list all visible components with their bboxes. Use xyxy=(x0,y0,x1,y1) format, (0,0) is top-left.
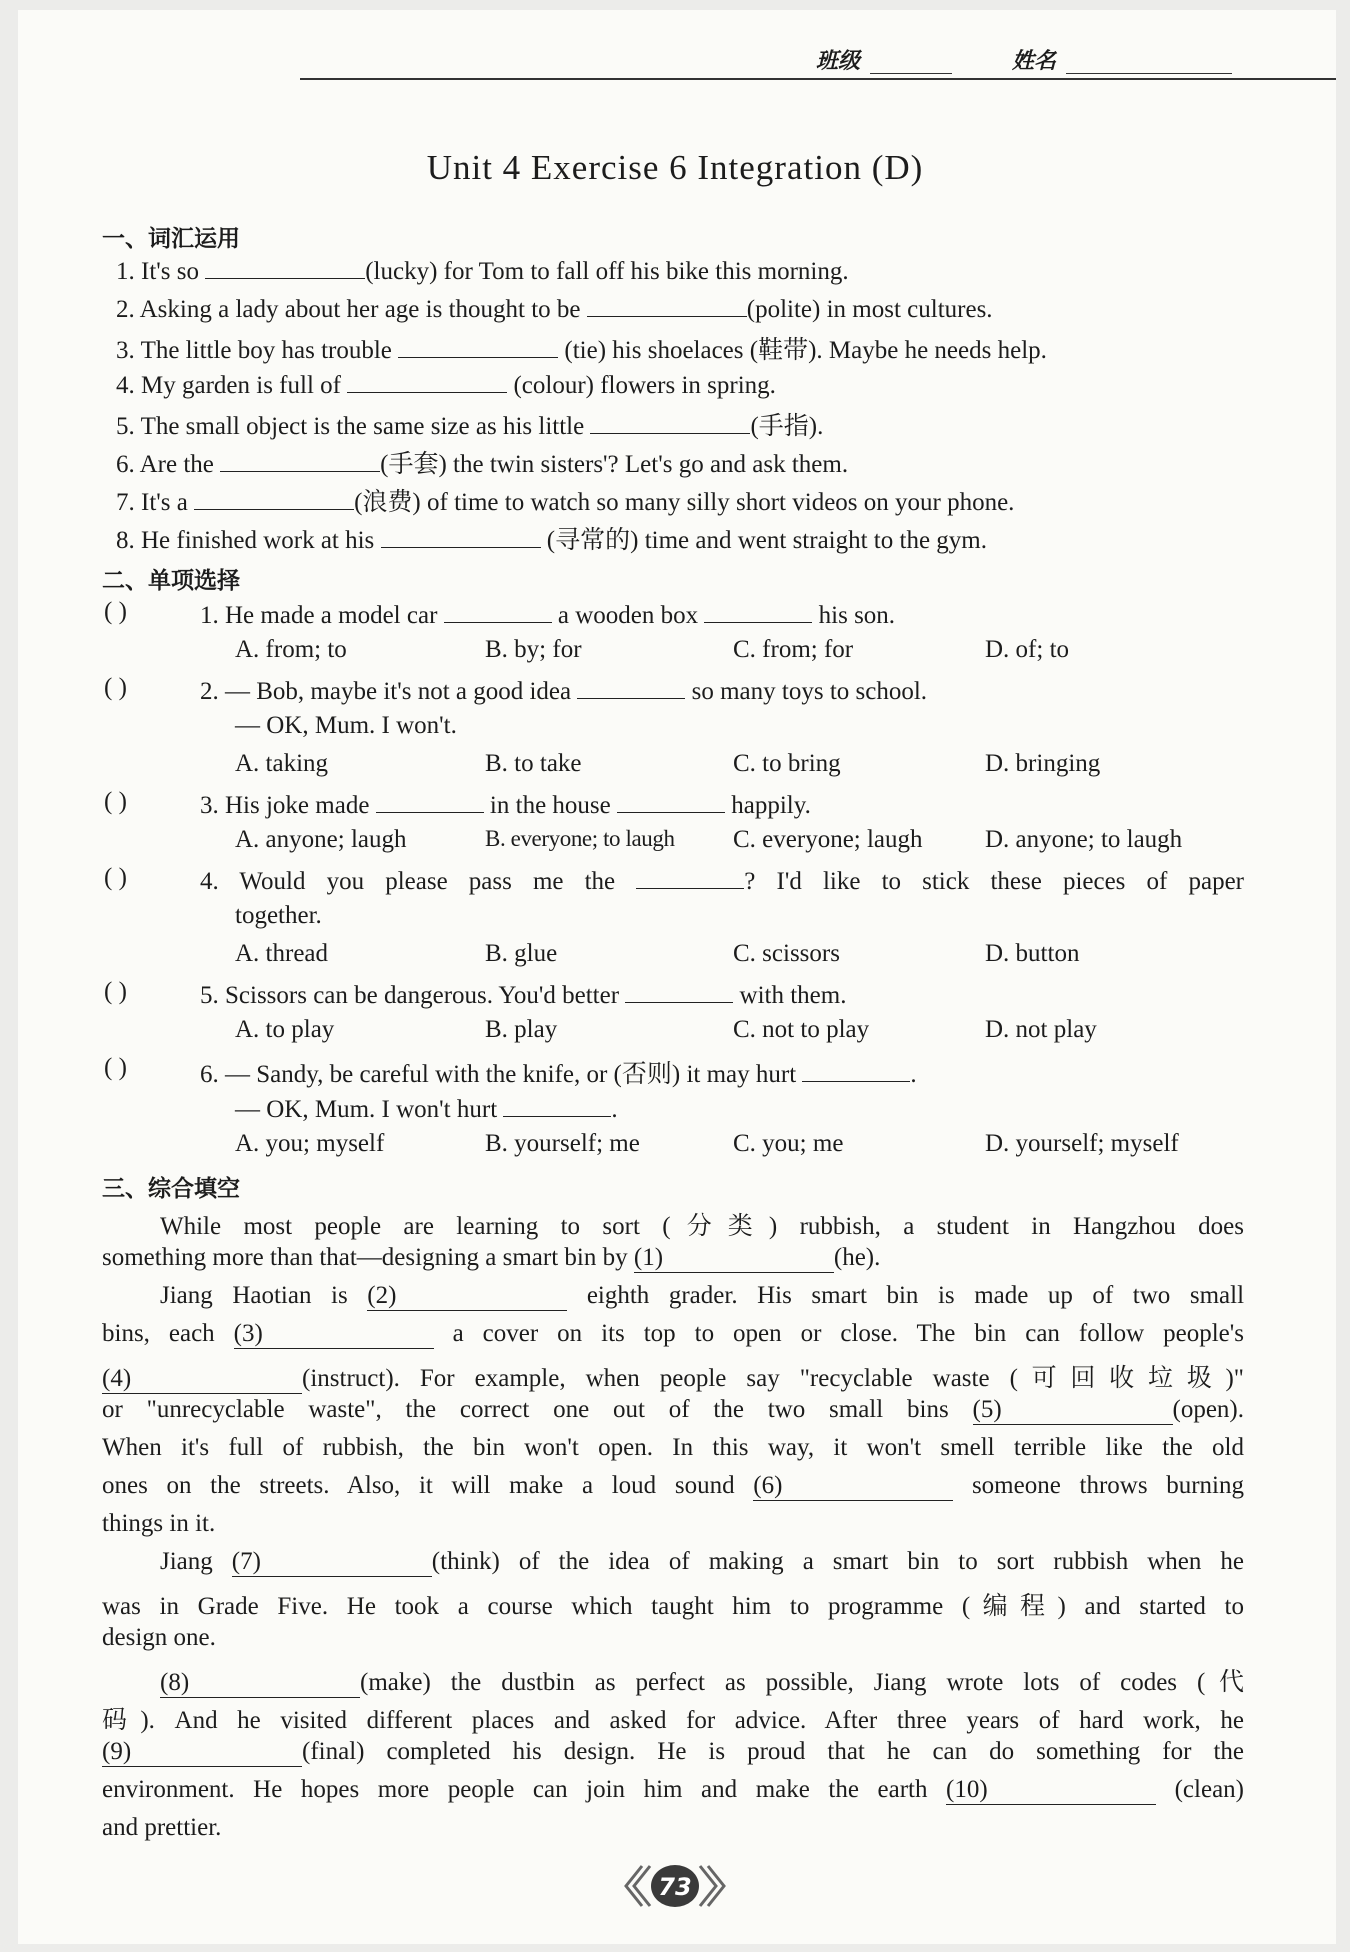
passage-line: 码). And he visited different places and asked for advice. After three years of hard work, he xyxy=(102,1707,1244,1734)
mc-question-5: 5. Scissors can be dangerous. You'd better with them. xyxy=(200,978,846,1010)
section-2-heading: 二、单项选择 xyxy=(102,568,240,594)
vocab-item-8: 8. He finished work at his (寻常的) time and went straight to the gym. xyxy=(116,520,987,556)
class-label: 班级 xyxy=(816,49,861,74)
answer-blank xyxy=(704,598,812,623)
answer-bracket[interactable]: ( ) xyxy=(104,598,127,625)
passage-line: or "unrecyclable waste", the correct one out of the two small bins (5) (open). xyxy=(102,1396,1244,1423)
passage-line: something more than that—designing a smart bin by (1) (he). xyxy=(102,1244,881,1271)
answer-blank[interactable] xyxy=(194,485,354,510)
answer-blank xyxy=(376,788,484,813)
blank-5[interactable]: (5) xyxy=(973,1396,1173,1425)
name-blank[interactable] xyxy=(1066,72,1232,74)
reply-line: — OK, Mum. I won't hurt . xyxy=(235,1092,618,1124)
option: B. glue xyxy=(485,940,558,967)
blank-6[interactable]: (6) xyxy=(753,1472,953,1501)
answer-blank xyxy=(636,864,744,889)
answer-bracket[interactable]: ( ) xyxy=(104,978,127,1005)
blank-7[interactable]: (7) xyxy=(232,1548,432,1577)
passage-line: environment. He hopes more people can join him and make the earth (10) (clean) xyxy=(102,1776,1244,1803)
answer-bracket[interactable]: ( ) xyxy=(104,788,127,815)
mc-question-4: 4. Would you please pass me the ? I'd like to stick these pieces of paper xyxy=(200,864,1244,896)
name-label: 姓名 xyxy=(1012,49,1057,74)
page-number: 73 xyxy=(658,1873,692,1901)
option: A. from; to xyxy=(235,636,347,663)
reply-line: — OK, Mum. I won't. xyxy=(235,712,457,739)
answer-blank[interactable] xyxy=(590,409,750,434)
option: C. scissors xyxy=(733,940,840,967)
mc-question-6: 6. — Sandy, be careful with the knife, or (否则) it may hurt . xyxy=(200,1054,917,1090)
mc-question-1: 1. He made a model car a wooden box his son. xyxy=(200,598,895,630)
option: A. you; myself xyxy=(235,1130,385,1157)
section-3-heading: 三、综合填空 xyxy=(102,1176,240,1202)
answer-blank xyxy=(625,978,733,1003)
passage-line: (4) (instruct). For example, when people say "recyclable waste (可回收垃圾)" xyxy=(102,1365,1244,1392)
passage-line: Jiang (7) (think) of the idea of making a smart bin to sort rubbish when he xyxy=(160,1548,1245,1575)
option: D. yourself; myself xyxy=(985,1130,1179,1157)
passage-line: ones on the streets. Also, it will make a loud sound (6) someone throws burning xyxy=(102,1472,1245,1499)
option: C. you; me xyxy=(733,1130,844,1157)
answer-bracket[interactable]: ( ) xyxy=(104,1054,127,1081)
vocab-item-4: 4. My garden is full of (colour) flowers in spring. xyxy=(116,368,776,400)
blank-10[interactable]: (10) xyxy=(946,1776,1156,1805)
blank-9[interactable]: (9) xyxy=(102,1738,302,1767)
blank-8[interactable]: (8) xyxy=(160,1669,360,1698)
blank-1[interactable]: (1) xyxy=(634,1244,834,1273)
option: B. by; for xyxy=(485,636,582,663)
answer-blank xyxy=(503,1092,611,1117)
blank-3[interactable]: (3) xyxy=(234,1320,434,1349)
answer-blank xyxy=(577,674,685,699)
vocab-item-3: 3. The little boy has trouble (tie) his shoelaces (鞋带). Maybe he needs help. xyxy=(116,330,1047,366)
option: C. not to play xyxy=(733,1016,870,1043)
option: D. not play xyxy=(985,1016,1097,1043)
option: B. yourself; me xyxy=(485,1130,640,1157)
passage-line: When it's full of rubbish, the bin won't open. In this way, it won't smell terrible like the old xyxy=(102,1434,1244,1461)
option: A. anyone; laugh xyxy=(235,826,407,853)
blank-2[interactable]: (2) xyxy=(367,1282,567,1311)
option: A. thread xyxy=(235,940,329,967)
page-header xyxy=(0,0,1350,90)
vocab-item-1: 1. It's so (lucky) for Tom to fall off his bike this morning. xyxy=(116,254,849,286)
blank-4[interactable]: (4) xyxy=(102,1365,302,1394)
passage-line: Jiang Haotian is (2) eighth grader. His smart bin is made up of two small xyxy=(160,1282,1245,1309)
answer-blank[interactable] xyxy=(205,254,365,279)
option: D. button xyxy=(985,940,1080,967)
answer-blank xyxy=(802,1057,910,1082)
answer-bracket[interactable]: ( ) xyxy=(104,674,127,701)
passage-line: (8) (make) the dustbin as perfect as possible, Jiang wrote lots of codes (代 xyxy=(160,1669,1244,1696)
option: B. play xyxy=(485,1016,558,1043)
option: C. to bring xyxy=(733,750,841,777)
vocab-item-7: 7. It's a (浪费) of time to watch so many silly short videos on your phone. xyxy=(116,482,1014,518)
option: A. to play xyxy=(235,1016,335,1043)
answer-blank[interactable] xyxy=(220,447,380,472)
option: D. of; to xyxy=(985,636,1070,663)
option: C. everyone; laugh xyxy=(733,826,923,853)
option: D. anyone; to laugh xyxy=(985,826,1183,853)
option: D. bringing xyxy=(985,750,1101,777)
page-title: Unit 4 Exercise 6 Integration (D) xyxy=(426,148,924,187)
mc-question-3: 3. His joke made in the house happily. xyxy=(200,788,811,820)
answer-blank xyxy=(617,788,725,813)
option: B. everyone; to laugh xyxy=(485,826,675,851)
vocab-item-6: 6. Are the (手套) the twin sisters'? Let's go and ask them. xyxy=(116,444,848,480)
header-rule xyxy=(300,78,1336,80)
option: A. taking xyxy=(235,750,329,777)
question-continuation: together. xyxy=(235,902,322,929)
passage-line: bins, each (3) a cover on its top to open or close. The bin can follow people's xyxy=(102,1320,1245,1347)
vocab-item-2: 2. Asking a lady about her age is thought to be (polite) in most cultures. xyxy=(116,292,993,324)
passage-line: (9) (final) completed his design. He is proud that he can do something for the xyxy=(102,1738,1244,1765)
answer-blank[interactable] xyxy=(587,292,747,317)
answer-blank[interactable] xyxy=(381,523,541,548)
passage-line: design one. xyxy=(102,1624,216,1651)
option: B. to take xyxy=(485,750,582,777)
mc-question-2: 2. — Bob, maybe it's not a good idea so many toys to school. xyxy=(200,674,927,706)
page-number-badge xyxy=(620,1858,730,1914)
answer-blank[interactable] xyxy=(347,368,507,393)
answer-blank[interactable] xyxy=(398,333,558,358)
class-blank[interactable] xyxy=(870,72,952,74)
option: C. from; for xyxy=(733,636,854,663)
vocab-item-5: 5. The small object is the same size as his little (手指). xyxy=(116,406,823,442)
answer-bracket[interactable]: ( ) xyxy=(104,864,127,891)
passage-line: and prettier. xyxy=(102,1814,222,1841)
passage-line: was in Grade Five. He took a course which taught him to programme (编程) and started to xyxy=(102,1593,1244,1620)
answer-blank xyxy=(444,598,552,623)
section-1-heading: 一、词汇运用 xyxy=(102,226,240,252)
passage-line: things in it. xyxy=(102,1510,216,1537)
passage-line: While most people are learning to sort (分类) rubbish, a student in Hangzhou does xyxy=(160,1213,1244,1240)
